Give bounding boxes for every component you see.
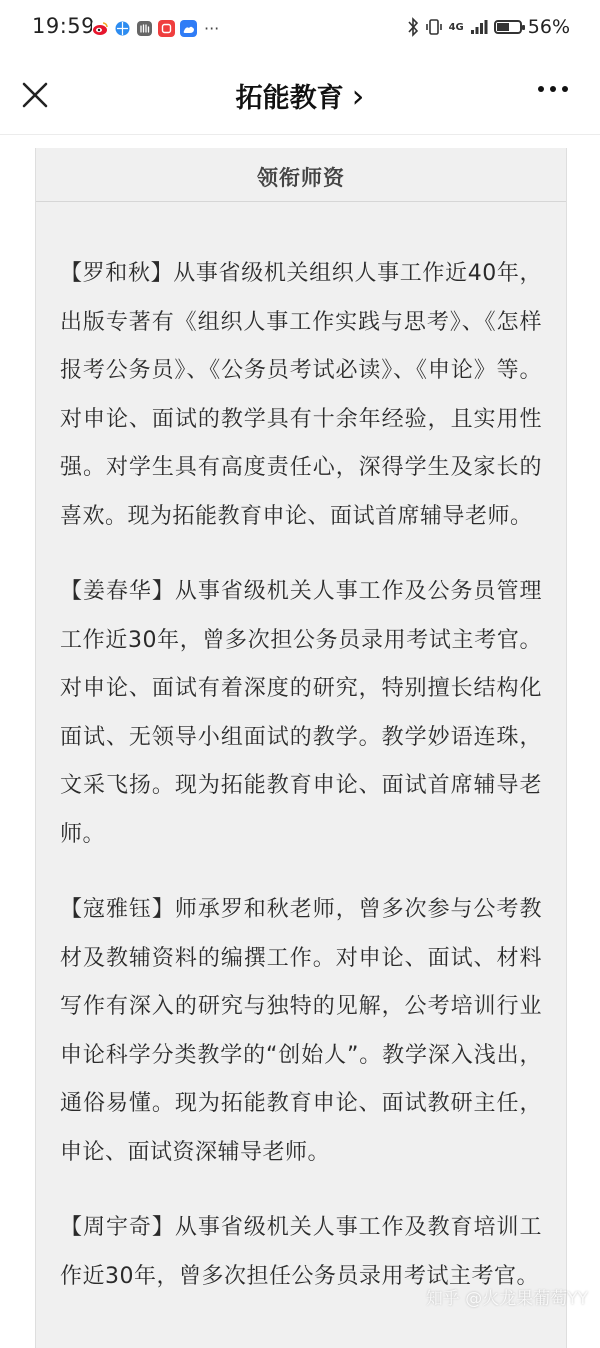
bio-text: 从事省级机关组织人事工作近40年，出版专著有《组织人事工作实践与思考》、《怎样报考公务员》、《公务员考试必读》、《申论》等。对申论、面试的教学具有十余年经验，且实用性强。对学生具有高度责任心，深得学生及家长的喜欢。现为拓能教育申论、面试首席辅导老师。: [60, 261, 542, 529]
nav-bar: [0, 60, 600, 135]
more-dot: [538, 86, 544, 92]
blue-app-icon: [180, 20, 197, 37]
weibo-icon: [92, 20, 109, 37]
status-time: 19:59: [32, 14, 95, 38]
bio-text: 师承罗和秋老师，曾多次参与公考教材及教辅资料的编撰工作。对申论、面试、材料写作有深入的研究与独特的见解，公考培训行业申论科学分类教学的“创始人”。教学深入浅出，通俗易懂。现为拓能教育申论、面试教研主任，申论、面试资深辅导老师。: [60, 897, 542, 1165]
red-app-icon: [158, 20, 175, 37]
battery-icon: [494, 20, 522, 34]
account-title-link[interactable]: [236, 76, 365, 115]
status-bar: [0, 0, 600, 60]
account-title: 拓能教育: [236, 76, 344, 115]
vibrate-icon: [425, 17, 443, 37]
section-title: 领衔师资: [36, 148, 566, 202]
nav-title-area: [0, 76, 600, 115]
bluetooth-icon: [407, 17, 419, 37]
faculty-card: [35, 148, 567, 1348]
network-type-label: 4G: [449, 22, 464, 33]
chevron-right-icon: ›: [352, 80, 365, 112]
bio-name: 【周宇奇】: [60, 1215, 175, 1240]
hand-icon: [136, 20, 153, 37]
notification-icons: [92, 19, 219, 38]
signal-icon: [470, 19, 488, 35]
battery-fill: [497, 23, 509, 31]
more-options-button[interactable]: [538, 86, 568, 92]
bio-list: [36, 202, 566, 1301]
more-dot: [562, 86, 568, 92]
bio-paragraph: [60, 250, 542, 541]
more-notifications-indicator: ···: [204, 19, 219, 38]
bio-name: 【罗和秋】: [60, 261, 173, 286]
watermark: 知乎 @火龙果葡萄YY: [426, 1284, 588, 1309]
bio-paragraph: [60, 886, 542, 1177]
bio-name: 【寇雅钰】: [60, 897, 175, 922]
more-dot: [550, 86, 556, 92]
browser-icon: [114, 20, 131, 37]
bio-text: 从事省级机关人事工作及教育培训工作近30年，曾多次担任公务员录用考试主考官。: [60, 1215, 542, 1289]
system-icons: [407, 16, 570, 38]
bio-text: 从事省级机关人事工作及公务员管理工作近30年，曾多次担公务员录用考试主考官。对申论、面试有着深度的研究，特别擅长结构化面试、无领导小组面试的教学。教学妙语连珠，文采飞扬。现为拓能教育申论、面试首席辅导老师。: [60, 579, 542, 847]
bio-paragraph: [60, 568, 542, 859]
bio-name: 【姜春华】: [60, 579, 175, 604]
battery-percent: 56%: [528, 16, 570, 38]
